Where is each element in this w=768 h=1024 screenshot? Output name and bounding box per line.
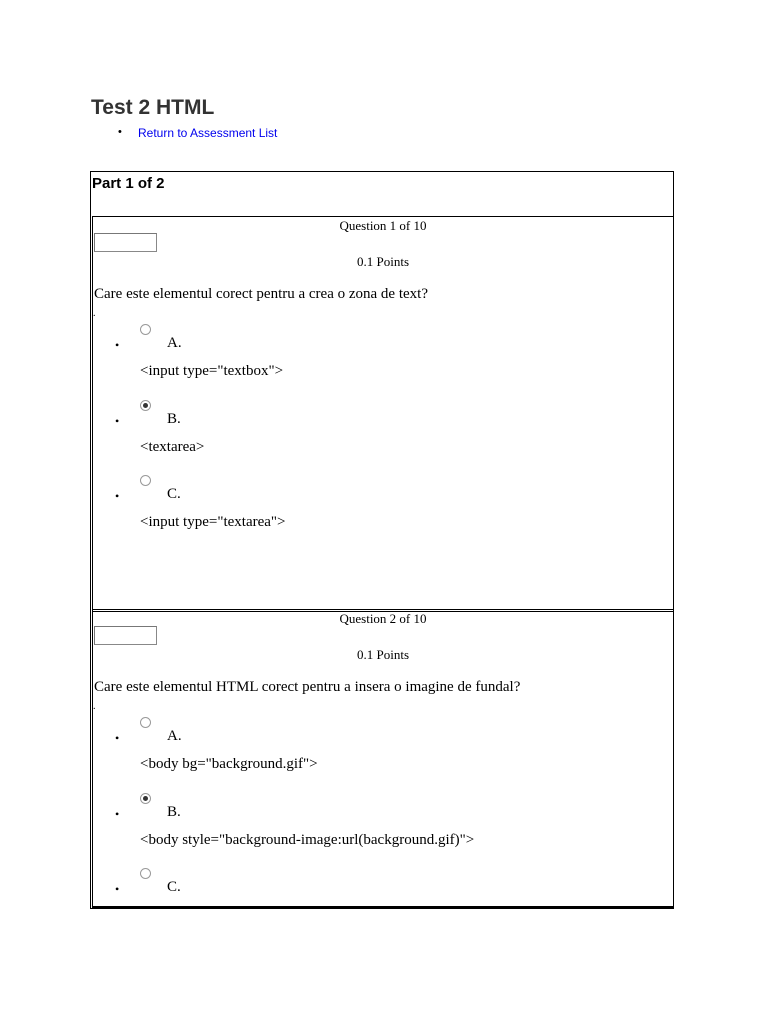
option-letter: B. [167,411,181,427]
list-bullet: • [115,807,120,821]
question-points: 0.1 Points [356,254,409,269]
question-number: Question 1 of 10 [339,218,427,233]
option-letter: C. [167,486,181,502]
assessment-part-container [90,171,674,909]
score-field[interactable] [94,626,157,645]
list-bullet: • [115,731,120,745]
marker-dot: . [93,701,96,712]
score-field[interactable] [94,233,157,252]
list-bullet: • [115,882,120,896]
radio-button-selected[interactable] [140,400,151,411]
option-text: <body style="background-image:url(background.gif)"> [140,832,475,848]
option-b[interactable] [93,400,673,470]
option-text: <body bg="background.gif"> [140,756,318,772]
list-bullet: • [115,489,120,503]
option-letter: B. [167,804,181,820]
radio-button[interactable] [140,475,151,486]
option-letter: A. [167,335,182,351]
question-number: Question 2 of 10 [339,611,427,626]
nav-bullet: • [118,126,122,138]
radio-button[interactable] [140,868,151,879]
option-letter: C. [167,879,181,895]
question-1 [92,216,674,612]
option-a[interactable] [93,717,673,787]
question-text: Care este elementul corect pentru a crea o zona de text? [94,286,428,302]
question-2 [92,609,674,908]
return-to-assessment-list-link[interactable]: Return to Assessment List [138,126,278,140]
question-text: Care este elementul HTML corect pentru a insera o imagine de fundal? [94,679,521,695]
list-bullet: • [115,414,120,428]
radio-button[interactable] [140,717,151,728]
marker-dot: . [93,308,96,319]
question-points: 0.1 Points [356,647,409,662]
part-header: Part 1 of 2 [92,175,165,192]
option-text: <input type="textbox"> [140,363,284,379]
radio-button[interactable] [140,324,151,335]
option-c[interactable] [93,868,673,904]
option-text: <textarea> [140,439,205,455]
option-letter: A. [167,728,182,744]
page-title: Test 2 HTML [91,96,215,119]
option-c[interactable] [93,475,673,545]
option-text: <input type="textarea"> [140,514,286,530]
list-bullet: • [115,338,120,352]
option-a[interactable] [93,324,673,394]
radio-button-selected[interactable] [140,793,151,804]
option-b[interactable] [93,793,673,863]
